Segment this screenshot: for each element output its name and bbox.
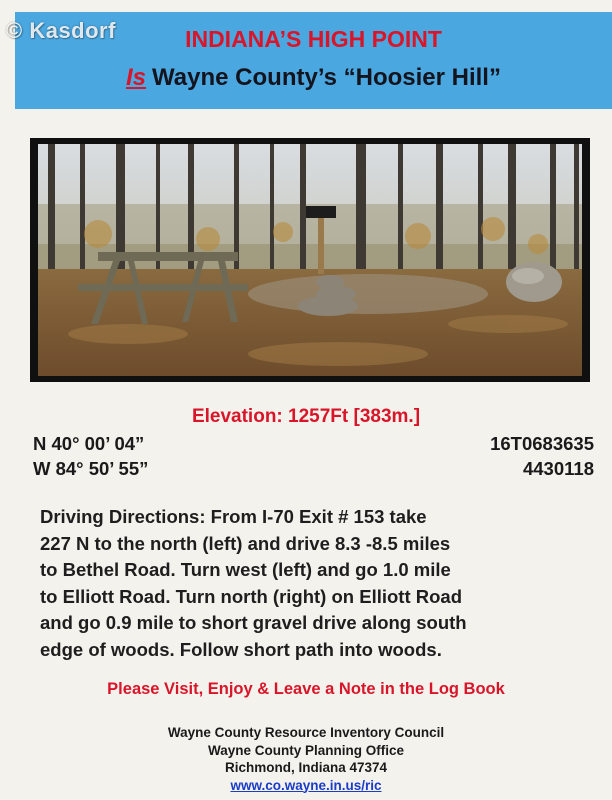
is-emphasis: Is (126, 64, 147, 91)
footer-address: Richmond, Indiana 47374 (224, 760, 388, 775)
page-title: INDIANA’S HIGH POINT (185, 26, 442, 52)
directions-line: and go 0.9 mile to short gravel drive along south (40, 612, 467, 633)
photo-frame (30, 138, 590, 382)
directions-line: edge of woods. Follow short path into woods. (40, 638, 442, 660)
directions-line: to Elliott Road. Turn north (right) on Elliott Road (40, 585, 462, 607)
utm-easting: 16T0683635 (490, 433, 594, 454)
visit-note: Please Visit, Enjoy & Leave a Note in the Log Book (107, 680, 505, 698)
subtitle-text: Wayne County’s “Hoosier Hill” (152, 64, 501, 91)
footer-org: Wayne County Resource Inventory Council (167, 725, 445, 740)
website-link[interactable]: www.co.wayne.in.us/ric (230, 777, 382, 793)
watermark: © Kasdorf (6, 18, 116, 43)
directions-line: to Bethel Road. Turn west (left) and go 1.0 mile (40, 559, 451, 580)
footer (0, 724, 612, 794)
directions-line: 227 N to the north (left) and drive 8.3 -8.5 miles (40, 532, 451, 554)
hoosier-hill-photo (38, 144, 582, 376)
latitude: N 40° 00’ 04” (33, 433, 145, 454)
driving-directions (40, 504, 600, 663)
elevation-text: Elevation: 1257Ft [383m.] (191, 406, 421, 427)
footer-office: Wayne County Planning Office (207, 742, 404, 758)
directions-line: Driving Directions: From I-70 Exit # 153 take (40, 506, 427, 527)
page-subtitle (15, 64, 612, 92)
utm-northing: 4430118 (522, 458, 594, 479)
longitude: W 84° 50’ 55” (33, 458, 149, 479)
